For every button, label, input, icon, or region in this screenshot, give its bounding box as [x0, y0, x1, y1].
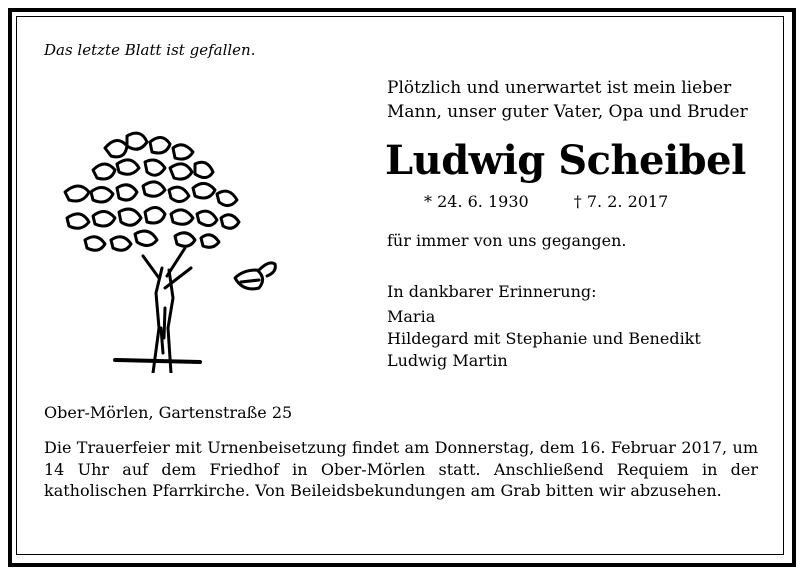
address: Ober-Mörlen, Gartenstraße 25 [44, 403, 293, 422]
funeral-notice: Die Trauerfeier mit Urnenbeisetzung findet am Donnerstag, dem 16. Februar 2017, um 14 Uhr auf dem Friedhof in Ober-Mörlen statt. Anschließend Requiem in der katholischen Pfarrkirche. Von Beileidsbekundungen am Grab bitten wir abzusehen. [44, 438, 758, 500]
intro-line-1: Plötzlich und unerwartet ist mein lieber [387, 78, 732, 98]
mourner: Ludwig Martin [387, 351, 508, 370]
mourner: Maria [387, 307, 436, 326]
falling-leaf-icon [235, 263, 275, 289]
remembrance-heading: In dankbarer Erinnerung: [387, 282, 597, 301]
mourners-list [387, 306, 701, 372]
motto: Das letzte Blatt ist gefallen. [44, 41, 256, 59]
tree-illustration-icon [55, 128, 290, 373]
passed-text: für immer von uns gegangen. [387, 231, 627, 250]
intro-text [387, 76, 777, 124]
life-dates [424, 192, 668, 211]
deceased-name: Ludwig Scheibel [385, 137, 746, 184]
death-date: † 7. 2. 2017 [573, 192, 669, 211]
intro-line-2: Mann, unser guter Vater, Opa und Bruder [387, 102, 748, 122]
birth-date: * 24. 6. 1930 [424, 192, 529, 211]
mourner: Hildegard mit Stephanie und Benedikt [387, 329, 701, 348]
